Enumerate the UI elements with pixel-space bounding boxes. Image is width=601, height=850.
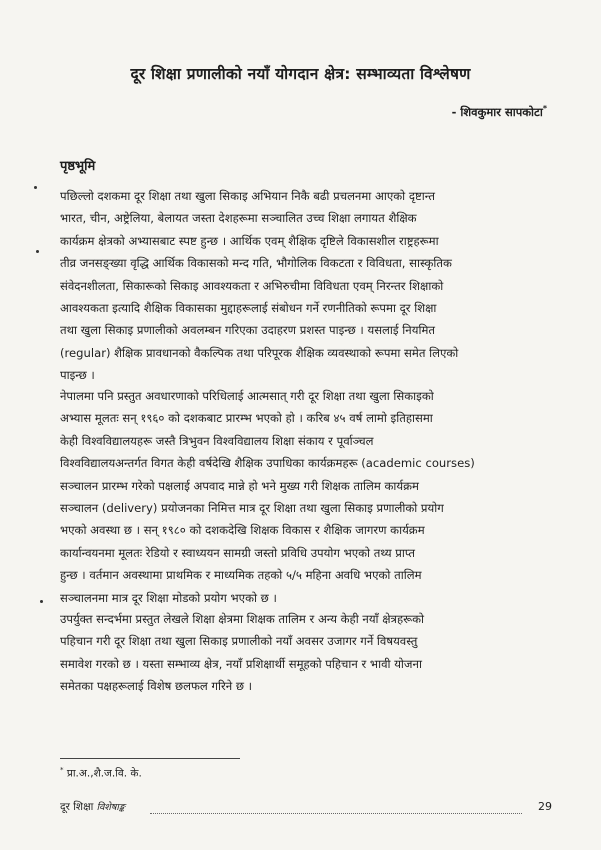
page-footer [60,800,552,818]
paragraph-line: तीव्र जनसङ्ख्या वृद्धि आर्थिक विकासको मन्द गति, भौगोलिक विकटता र विविधता, सास्कृतिक [60,256,452,271]
scan-speck [36,250,39,253]
paragraph-line: सञ्चालन (delivery) प्रयोजनका निमित्त मात्र दूर शिक्षा तथा खुला सिकाइ प्रणालीको प्रयोग [60,501,444,516]
paragraph-line: समावेश गरको छ । यस्ता सम्भाव्य क्षेत्र, नयाँ प्रशिक्षार्थी समूहको पहिचान र भावी योजना [60,656,422,671]
paragraph-line: नेपालमा पनि प्रस्तुत अवधारणाको परिधिलाई आत्मसात् गरी दूर शिक्षा तथा खुला सिकाइको [60,389,434,403]
scan-speck [40,600,43,603]
footnote [60,766,142,781]
paragraph-line: सञ्चालनमा मात्र दूर शिक्षा मोडको प्रयोग भएको छ । [60,590,277,605]
paragraph-line: (regular) शैक्षिक प्रावधानको वैकल्पिक तथा परिपूरक शैक्षिक व्यवस्थाको रूपमा समेत लिएको [60,345,459,360]
paragraph-line: उपर्युक्त सन्दर्भमा प्रस्तुत लेखले शिक्षा क्षेत्रमा शिक्षक तालिम र अन्य केही नयाँ क्षेत्रहरूको [60,612,425,626]
paragraph-line: समेतका पक्षहरूलाई विशेष छलफल गरिने छ । [60,679,253,694]
scan-speck [34,186,37,189]
paragraph-2 [60,385,552,609]
footer-issue: विशेषाङ्क [96,802,125,813]
paragraph-line: तथा खुला सिकाइ प्रणालीको अवलम्बन गरिएका उदाहरण प्रशस्त पाइन्छ । यसलाई नियमित [60,323,436,338]
paragraph-line: पछिल्लो दशकमा दूर शिक्षा तथा खुला सिकाइ अभियान निकै बढी प्रचलनमा आएको दृष्टान्त [60,189,435,203]
footer-journal-name: दूर शिक्षा [60,801,94,813]
page-number: 29 [538,800,552,813]
author-name: - शिवकुमार सापकोटा [451,104,543,119]
article-title: दूर शिक्षा प्रणालीको नयाँ योगदान क्षेत्र: सम्भाव्यता विश्लेषण [130,65,471,83]
paragraph-line: आवश्यकता इत्यादि शैक्षिक विकासका मुद्दाहरूलाई संबोधन गर्ने रणनीतिको रूपमा दूर शिक्षा [60,301,437,316]
paragraph-line: सञ्चालन प्रारम्भ गरेको पक्षलाई अपवाद मान्ने हो भने मुख्य गरी शिक्षक तालिम कार्यक्रम [60,478,419,493]
paragraph-1 [60,185,552,387]
author-byline [452,104,547,120]
footnote-mark: * [60,766,64,774]
footnote-divider [60,758,240,759]
paragraph-line: पहिचान गरी दूर शिक्षा तथा खुला सिकाइ प्रणालीको नयाँ अवसर उजागर गर्ने विषयवस्तु [60,634,418,649]
paragraph-line: भएको अवस्था छ । सन् १९८० को दशकदेखि शिक्षक विकास र शैक्षिक जागरण कार्यक्रम [60,523,425,538]
footnote-text: प्रा.अ.,शै.ज.वि. के. [66,767,142,780]
paragraph-line: हुन्छ । वर्तमान अवस्थामा प्राथमिक र माध्यमिक तहको ५/५ महिना अवधि भएको तालिम [60,568,422,583]
section-heading: पृष्ठभूमि [60,159,96,174]
paragraph-line: कार्यक्रम क्षेत्रको अभ्यासबाट स्पष्ट हुन्छ । आर्थिक एवम् शैक्षिक दृष्टिले विकासशील राष्ट्रहरूमा [60,233,439,248]
paragraph-line: केही विश्वविद्यालयहरू जस्तै त्रिभुवन विश्वविद्यालय शिक्षा संकाय र पूर्वाञ्चल [60,433,374,448]
paragraph-3 [60,608,552,698]
paragraph-line: विश्वविद्यालयअन्तर्गत विगत केही वर्षदेखि शैक्षिक उपाधिका कार्यक्रमहरू (academic courses) [60,456,475,471]
paragraph-line: अभ्यास मूलतः सन् १९६० को दशकबाट प्रारम्भ भएको हो । करिब ४५ वर्ष लामो इतिहासमा [60,411,433,426]
footer-journal [60,800,125,814]
paragraph-line: भारत, चीन, अष्ट्रेलिया, बेलायत जस्ता देशहरूमा सञ्चालित उच्च शिक्षा लगायत शैक्षिक [60,211,417,226]
paragraph-line: संवेदनशीलता, सिकारूको सिकाइ आवश्यकता र अभिरुचीमा विविधता एवम् निरन्तर शिक्षाको [60,278,444,293]
footer-dotted-rule [150,813,522,814]
paragraph-line: पाइन्छ । [60,368,95,383]
author-footnote-mark: * [542,104,547,113]
paragraph-line: कार्यान्वयनमा मूलतः रेडियो र स्वाध्ययन सामग्री जस्तो प्रविधि उपयोग भएको तथ्य प्राप्त [60,545,416,560]
